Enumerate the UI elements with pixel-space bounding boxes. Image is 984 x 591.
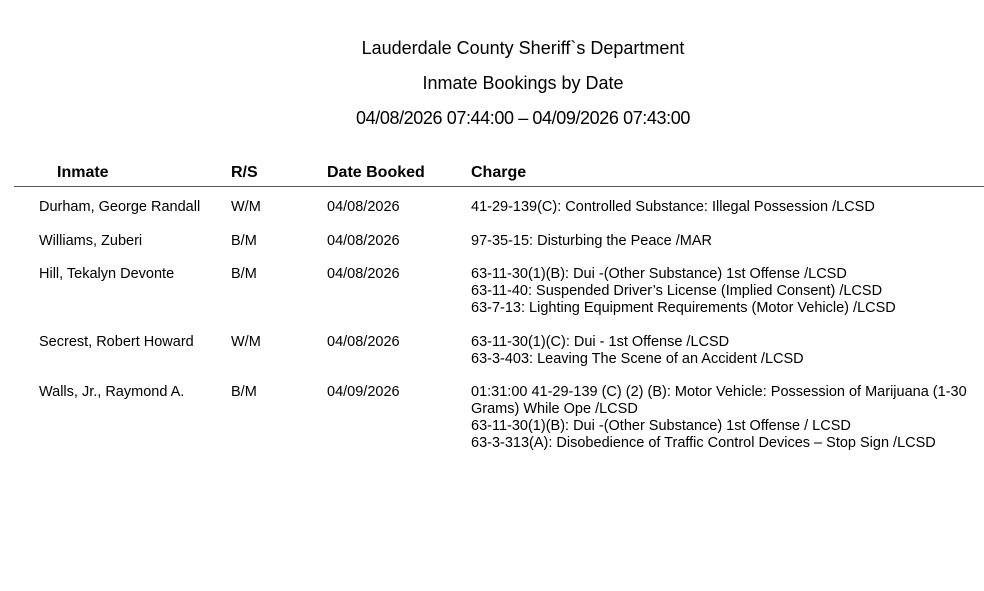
race-sex: B/M — [231, 384, 257, 400]
date-booked: 04/08/2026 — [327, 199, 400, 215]
charge-line: Grams) While Ope /LCSD — [471, 401, 638, 417]
charge-line: 63-11-40: Suspended Driver’s License (Implied Consent) /LCSD — [471, 283, 883, 299]
charge-line: 63-11-30(1)(B): Dui -(Other Substance) 1st Offense /LCSD — [471, 266, 847, 282]
charge-list — [471, 384, 967, 452]
date-booked: 04/08/2026 — [327, 334, 400, 350]
inmate-name: Durham, George Randall — [39, 199, 201, 215]
column-header-inmate: Inmate — [57, 164, 109, 181]
header-divider — [14, 186, 984, 187]
charge-list — [471, 199, 875, 216]
charge-line: 63-11-30(1)(C): Dui - 1st Offense /LCSD — [471, 334, 730, 350]
charge-list — [471, 233, 712, 250]
column-header-charge: Charge — [471, 164, 527, 181]
report-title: Inmate Bookings by Date — [422, 73, 624, 93]
column-header-date-booked: Date Booked — [327, 164, 425, 181]
charge-line: 63-3-403: Leaving The Scene of an Accident /LCSD — [471, 351, 804, 367]
charge-line: 63-7-13: Lighting Equipment Requirements (Motor Vehicle) /LCSD — [471, 300, 896, 316]
inmate-name: Hill, Tekalyn Devonte — [39, 266, 175, 282]
date-booked: 04/08/2026 — [327, 233, 400, 249]
race-sex: B/M — [231, 266, 257, 282]
inmate-name: Williams, Zuberi — [39, 233, 143, 249]
race-sex: W/M — [231, 334, 261, 350]
race-sex: W/M — [231, 199, 261, 215]
charge-line: 97-35-15: Disturbing the Peace /MAR — [471, 233, 712, 249]
inmate-name: Secrest, Robert Howard — [39, 334, 194, 350]
inmate-name: Walls, Jr., Raymond A. — [39, 384, 185, 400]
agency-name: Lauderdale County Sheriff`s Department — [361, 38, 685, 58]
charge-line: 41-29-139(C): Controlled Substance: Illegal Possession /LCSD — [471, 199, 875, 215]
charge-list — [471, 266, 896, 317]
charge-line: 01:31:00 41-29-139 (C) (2) (B): Motor Vehicle: Possession of Marijuana (1-30 — [471, 384, 967, 400]
column-header-rs: R/S — [231, 164, 258, 181]
date-booked: 04/09/2026 — [327, 384, 400, 400]
date-range: 04/08/2026 07:44:00 – 04/09/2026 07:43:00 — [356, 108, 690, 128]
charge-list — [471, 334, 804, 368]
charge-line: 63-11-30(1)(B): Dui -(Other Substance) 1st Offense / LCSD — [471, 418, 851, 434]
race-sex: B/M — [231, 233, 257, 249]
date-booked: 04/08/2026 — [327, 266, 400, 282]
charge-line: 63-3-313(A): Disobedience of Traffic Control Devices – Stop Sign /LCSD — [471, 435, 936, 451]
